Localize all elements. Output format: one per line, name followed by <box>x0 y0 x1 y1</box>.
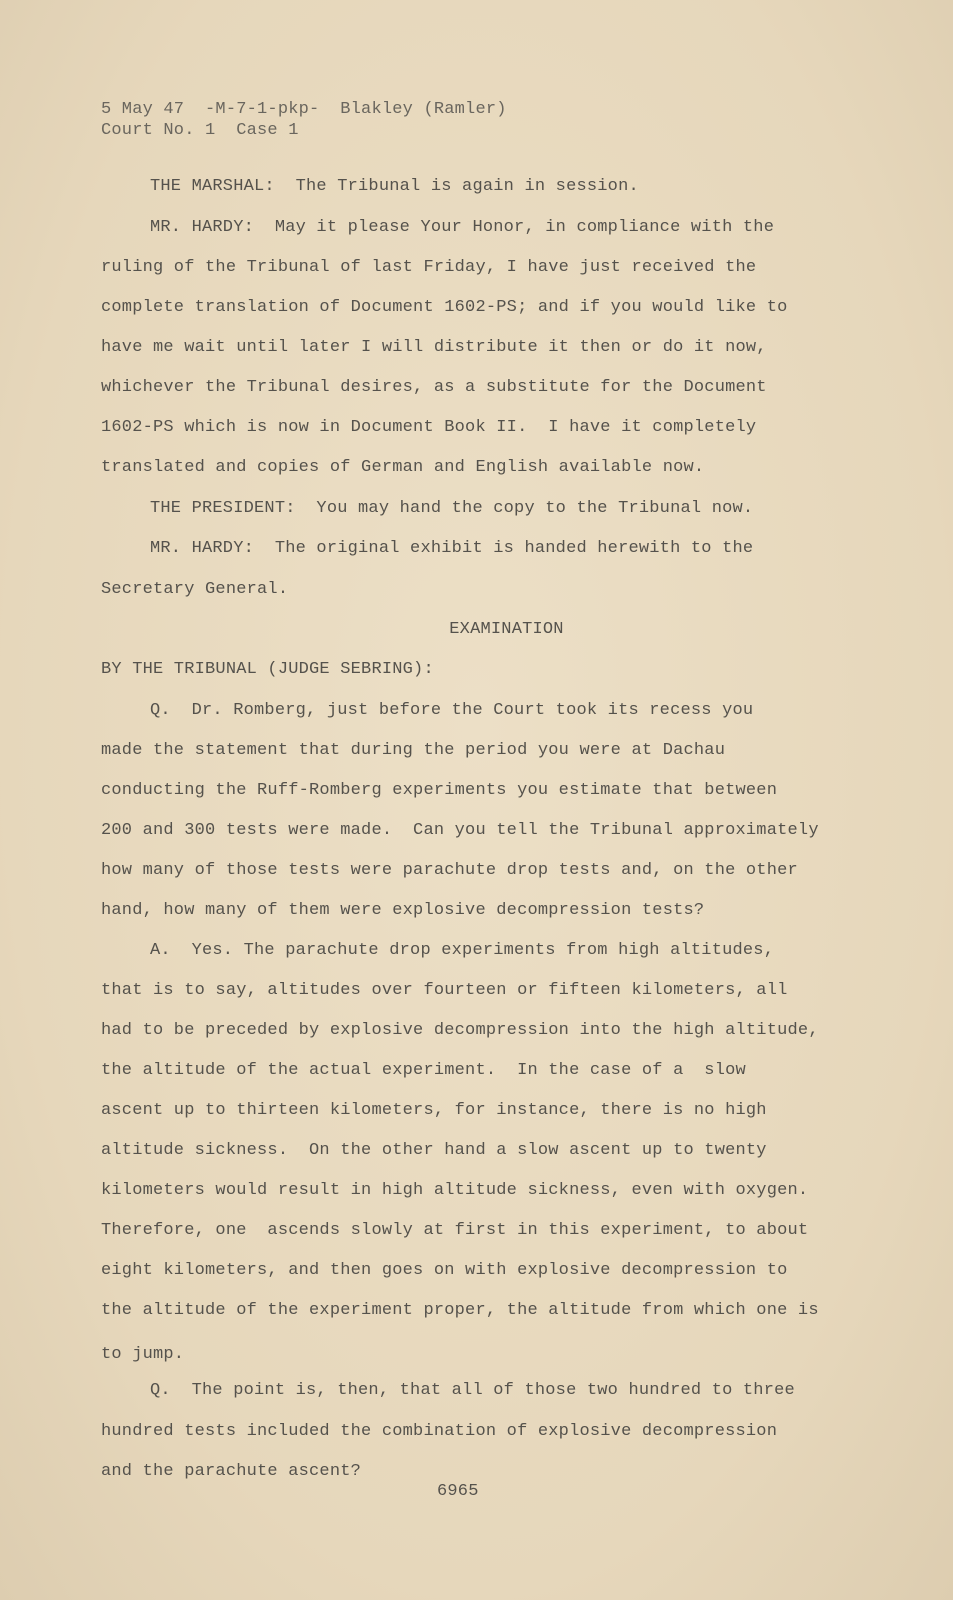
text-line: kilometers would result in high altitude sickness, even with oxygen. <box>101 1181 809 1200</box>
text-line: whichever the Tribunal desires, as a substitute for the Document <box>101 378 767 397</box>
text-line: Q. Dr. Romberg, just before the Court took its recess you <box>150 701 754 720</box>
text-line: translated and copies of German and English available now. <box>101 458 705 477</box>
text-line: had to be preceded by explosive decompression into the high altitude, <box>101 1021 819 1040</box>
text-line: hundred tests included the combination of explosive decompression <box>101 1422 778 1441</box>
text-line: 200 and 300 tests were made. Can you tell the Tribunal approximately <box>101 821 819 840</box>
text-line: 1602-PS which is now in Document Book II. I have it completely <box>101 418 757 437</box>
text-line: MR. HARDY: The original exhibit is handed herewith to the <box>150 539 754 558</box>
text-line: THE MARSHAL: The Tribunal is again in session. <box>150 177 639 196</box>
text-line: THE PRESIDENT: You may hand the copy to the Tribunal now. <box>150 499 754 518</box>
text-line: have me wait until later I will distribute it then or do it now, <box>101 338 767 357</box>
text-line: to jump. <box>101 1345 185 1364</box>
text-line: made the statement that during the period you were at Dachau <box>101 741 726 760</box>
text-line: the altitude of the actual experiment. In the case of a slow <box>101 1061 746 1080</box>
text-line: and the parachute ascent? <box>101 1462 362 1481</box>
text-line: altitude sickness. On the other hand a slow ascent up to twenty <box>101 1141 767 1160</box>
page-number: 6965 <box>437 1482 479 1501</box>
text-line: Q. The point is, then, that all of those two hundred to three <box>150 1381 795 1400</box>
text-line: conducting the Ruff-Romberg experiments you estimate that between <box>101 781 778 800</box>
text-line: Secretary General. <box>101 580 289 599</box>
text-line: that is to say, altitudes over fourteen or fifteen kilometers, all <box>101 981 788 1000</box>
text-line: the altitude of the experiment proper, the altitude from which one is <box>101 1301 819 1320</box>
text-line: Therefore, one ascends slowly at first in this experiment, to about <box>101 1221 809 1240</box>
header-line-2: Court No. 1 Case 1 <box>101 121 299 140</box>
text-line: how many of those tests were parachute drop tests and, on the other <box>101 861 798 880</box>
text-line: ascent up to thirteen kilometers, for instance, there is no high <box>101 1101 767 1120</box>
text-line: eight kilometers, and then goes on with explosive decompression to <box>101 1261 788 1280</box>
section-heading: EXAMINATION <box>449 620 564 639</box>
text-line: A. Yes. The parachute drop experiments from high altitudes, <box>150 941 775 960</box>
text-line: hand, how many of them were explosive decompression tests? <box>101 901 705 920</box>
text-line: MR. HARDY: May it please Your Honor, in compliance with the <box>150 218 775 237</box>
header-line-1: 5 May 47 -M-7-1-pkp- Blakley (Ramler) <box>101 100 507 119</box>
text-line: ruling of the Tribunal of last Friday, I have just received the <box>101 258 757 277</box>
text-line: BY THE TRIBUNAL (JUDGE SEBRING): <box>101 660 434 679</box>
text-line: complete translation of Document 1602-PS; and if you would like to <box>101 298 788 317</box>
